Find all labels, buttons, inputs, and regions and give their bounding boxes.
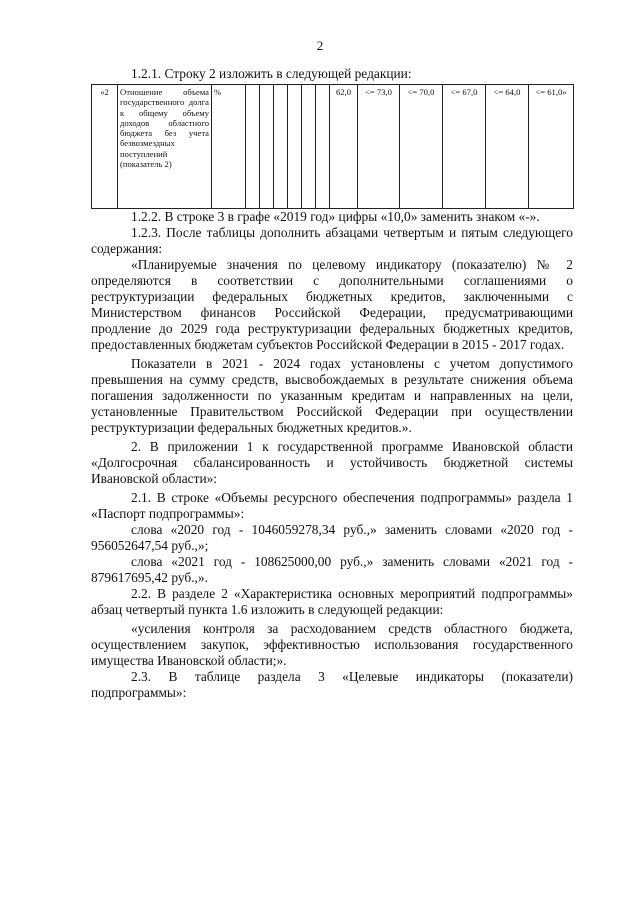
table-row	[92, 85, 574, 209]
empty-cell	[260, 85, 274, 209]
value-cell: <= 64,0	[486, 85, 529, 209]
indicator-name-cell: Отношение объема государственного долга к общему объему доходов областного бюджета без учета безвозмездных поступлений (показатель 2)	[118, 85, 212, 209]
paragraph-2-1: 2.1. В строке «Объемы ресурсного обеспечения подпрограммы» раздела 1 «Паспорт подпрограммы»:	[91, 490, 573, 521]
indicator-table	[91, 84, 574, 209]
paragraph-1-2-2: 1.2.2. В строке 3 в графе «2019 год» цифры «10,0» заменить знаком «-».	[131, 209, 540, 224]
value-cell: <= 70,0	[400, 85, 443, 209]
row-number-cell: «2	[92, 85, 118, 209]
empty-cell	[302, 85, 316, 209]
value-cell: <= 73,0	[358, 85, 400, 209]
page-number: 2	[316, 38, 324, 53]
paragraph-words-2020: слова «2020 год - 1046059278,34 руб.,» заменить словами «2020 год - 956052647,54 руб.,»;	[91, 522, 573, 553]
value-cell: <= 61,0»	[529, 85, 574, 209]
empty-cell	[246, 85, 260, 209]
amendment-text	[91, 209, 573, 701]
paragraph-quote-2: Показатели в 2021 - 2024 годах установлены с учетом допустимого превышения на сумму средств, высвобождаемых в результате снижения объема погашения задолженности по указанным кредитам и направленных на цели, установленные Правительством Российской Федерации при осуществлении реструктуризации федеральных бюджетных кредитов.».	[91, 356, 573, 435]
empty-cell	[288, 85, 302, 209]
paragraph-quote-3: «усиления контроля за расходованием средств областного бюджета, осуществлением закупок, эффективностью использования государственного имущества Ивановской области;».	[91, 621, 573, 668]
document-body	[91, 66, 573, 701]
empty-cell	[316, 85, 330, 209]
empty-cell	[274, 85, 288, 209]
paragraph-2-2: 2.2. В разделе 2 «Характеристика основных мероприятий подпрограммы» абзац четвертый пункта 1.6 изложить в следующей редакции:	[91, 586, 573, 617]
value-cell: 62,0	[330, 85, 358, 209]
intro-paragraph: 1.2.1. Строку 2 изложить в следующей редакции:	[131, 66, 412, 81]
paragraph-1-2-3: 1.2.3. После таблицы дополнить абзацами четвертым и пятым следующего содержания:	[91, 225, 573, 256]
paragraph-words-2021: слова «2021 год - 108625000,00 руб.,» заменить словами «2021 год - 879617695,42 руб.,».	[91, 554, 573, 585]
paragraph-2: 2. В приложении 1 к государственной программе Ивановской области «Долгосрочная сбалансированность и устойчивость бюджетной системы Ивановской области»:	[91, 439, 573, 486]
unit-cell: %	[212, 85, 246, 209]
value-cell: <= 67,0	[443, 85, 486, 209]
paragraph-2-3: 2.3. В таблице раздела 3 «Целевые индикаторы (показатели) подпрограммы»:	[91, 669, 573, 700]
paragraph-quote-1: «Планируемые значения по целевому индикатору (показателю) № 2 определяются в соответствии с дополнительными соглашениями о реструктуризации федеральных бюджетных кредитов, заключенными с Министерством финансов Российской Федерации, предусматривающими продление до 2029 года реструктуризации федеральных бюджетных кредитов, предоставленных бюджетам субъектов Российской Федерации в 2015 - 2017 годах.	[91, 257, 573, 352]
